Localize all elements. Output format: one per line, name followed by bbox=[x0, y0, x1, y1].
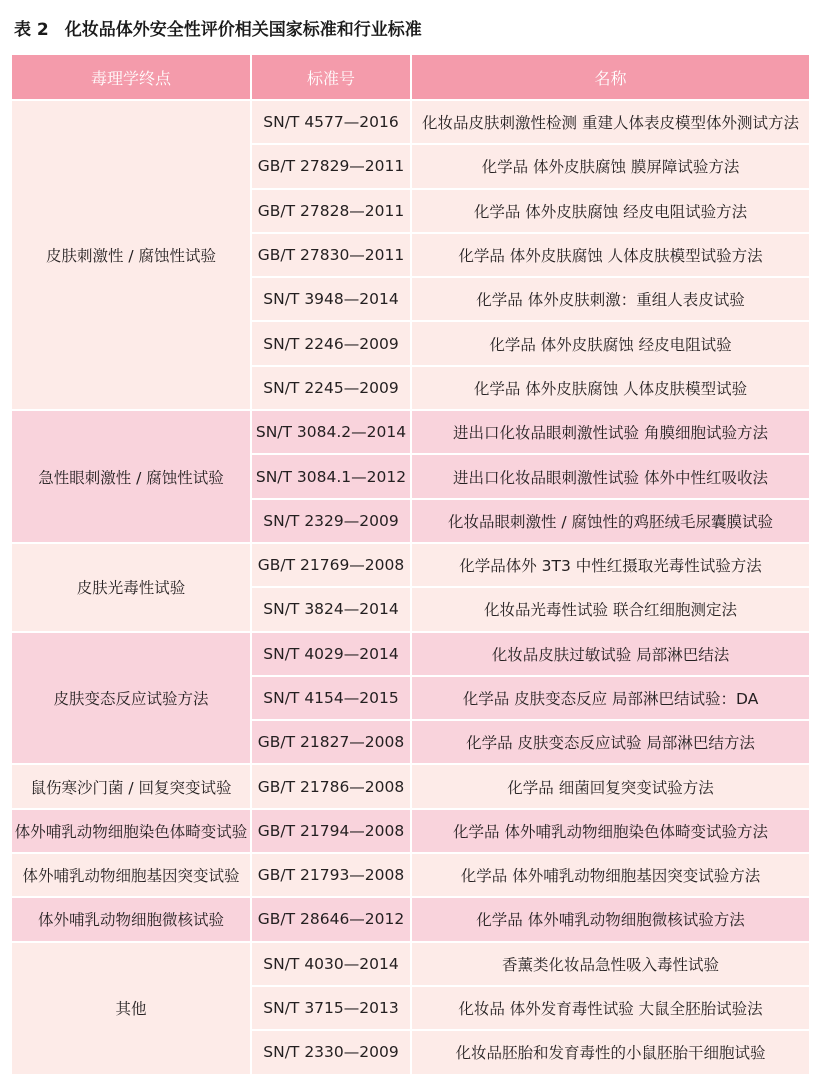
standard-code-cell: SN/T 3084.1—2012 bbox=[252, 455, 410, 497]
standard-code-cell: SN/T 2330—2009 bbox=[252, 1031, 410, 1073]
standard-code-cell: SN/T 3948—2014 bbox=[252, 278, 410, 320]
standard-code-cell: GB/T 21793—2008 bbox=[252, 854, 410, 896]
table-row bbox=[12, 544, 809, 586]
table-number: 表 2 bbox=[14, 19, 49, 40]
table-row bbox=[12, 411, 809, 453]
standard-code-cell: SN/T 2246—2009 bbox=[252, 322, 410, 364]
header-standard-code: 标准号 bbox=[252, 55, 410, 99]
standard-code-cell: GB/T 27829—2011 bbox=[252, 145, 410, 187]
table-row bbox=[12, 101, 809, 143]
endpoint-cell: 体外哺乳动物细胞基因突变试验 bbox=[12, 854, 250, 896]
table-row bbox=[12, 633, 809, 675]
endpoint-cell: 其他 bbox=[12, 943, 250, 1074]
standard-name-cell: 化学品 体外皮肤腐蚀 人体皮肤模型试验方法 bbox=[412, 234, 809, 276]
standard-code-cell: GB/T 27830—2011 bbox=[252, 234, 410, 276]
standard-name-cell: 化妆品眼刺激性 / 腐蚀性的鸡胚绒毛尿囊膜试验 bbox=[412, 500, 809, 542]
standard-name-cell: 化学品 皮肤变态反应试验 局部淋巴结方法 bbox=[412, 721, 809, 763]
standard-name-cell: 化妆品胚胎和发育毒性的小鼠胚胎干细胞试验 bbox=[412, 1031, 809, 1073]
standard-name-cell: 化学品体外 3T3 中性红摄取光毒性试验方法 bbox=[412, 544, 809, 586]
endpoint-cell: 鼠伤寒沙门菌 / 回复突变试验 bbox=[12, 765, 250, 807]
standards-table bbox=[10, 53, 811, 1076]
table-row bbox=[12, 854, 809, 896]
standard-name-cell: 化学品 细菌回复突变试验方法 bbox=[412, 765, 809, 807]
standard-code-cell: GB/T 21794—2008 bbox=[252, 810, 410, 852]
standard-name-cell: 化学品 体外皮肤刺激：重组人表皮试验 bbox=[412, 278, 809, 320]
standard-code-cell: SN/T 4154—2015 bbox=[252, 677, 410, 719]
standard-name-cell: 化学品 体外皮肤腐蚀 膜屏障试验方法 bbox=[412, 145, 809, 187]
standard-name-cell: 化妆品皮肤刺激性检测 重建人体表皮模型体外测试方法 bbox=[412, 101, 809, 143]
table-row bbox=[12, 943, 809, 985]
endpoint-cell: 急性眼刺激性 / 腐蚀性试验 bbox=[12, 411, 250, 542]
standard-name-cell: 化学品 皮肤变态反应 局部淋巴结试验：DA bbox=[412, 677, 809, 719]
header-endpoint: 毒理学终点 bbox=[12, 55, 250, 99]
table-body bbox=[12, 101, 809, 1074]
standard-code-cell: SN/T 4029—2014 bbox=[252, 633, 410, 675]
standard-name-cell: 化学品 体外皮肤腐蚀 人体皮肤模型试验 bbox=[412, 367, 809, 409]
standard-name-cell: 进出口化妆品眼刺激性试验 角膜细胞试验方法 bbox=[412, 411, 809, 453]
standard-name-cell: 化妆品皮肤过敏试验 局部淋巴结法 bbox=[412, 633, 809, 675]
endpoint-cell: 皮肤变态反应试验方法 bbox=[12, 633, 250, 764]
endpoint-cell: 体外哺乳动物细胞微核试验 bbox=[12, 898, 250, 940]
standard-code-cell: SN/T 4030—2014 bbox=[252, 943, 410, 985]
standard-code-cell: GB/T 21769—2008 bbox=[252, 544, 410, 586]
standard-code-cell: SN/T 2245—2009 bbox=[252, 367, 410, 409]
standard-name-cell: 化学品 体外皮肤腐蚀 经皮电阻试验方法 bbox=[412, 190, 809, 232]
standard-code-cell: SN/T 2329—2009 bbox=[252, 500, 410, 542]
standard-name-cell: 化学品 体外哺乳动物细胞染色体畸变试验方法 bbox=[412, 810, 809, 852]
standard-name-cell: 进出口化妆品眼刺激性试验 体外中性红吸收法 bbox=[412, 455, 809, 497]
header-standard-name: 名称 bbox=[412, 55, 809, 99]
standard-code-cell: SN/T 3715—2013 bbox=[252, 987, 410, 1029]
table-caption bbox=[14, 8, 422, 46]
standard-name-cell: 化学品 体外哺乳动物细胞基因突变试验方法 bbox=[412, 854, 809, 896]
standard-name-cell: 化妆品 体外发育毒性试验 大鼠全胚胎试验法 bbox=[412, 987, 809, 1029]
standard-name-cell: 化学品 体外皮肤腐蚀 经皮电阻试验 bbox=[412, 322, 809, 364]
standard-name-cell: 化妆品光毒性试验 联合红细胞测定法 bbox=[412, 588, 809, 630]
table-row bbox=[12, 898, 809, 940]
standard-name-cell: 香薰类化妆品急性吸入毒性试验 bbox=[412, 943, 809, 985]
standard-code-cell: GB/T 21786—2008 bbox=[252, 765, 410, 807]
endpoint-cell: 皮肤刺激性 / 腐蚀性试验 bbox=[12, 101, 250, 409]
table-row bbox=[12, 810, 809, 852]
standard-code-cell: SN/T 4577—2016 bbox=[252, 101, 410, 143]
endpoint-cell: 皮肤光毒性试验 bbox=[12, 544, 250, 631]
table-row bbox=[12, 765, 809, 807]
standard-code-cell: SN/T 3824—2014 bbox=[252, 588, 410, 630]
standard-name-cell: 化学品 体外哺乳动物细胞微核试验方法 bbox=[412, 898, 809, 940]
endpoint-cell: 体外哺乳动物细胞染色体畸变试验 bbox=[12, 810, 250, 852]
standard-code-cell: GB/T 21827—2008 bbox=[252, 721, 410, 763]
standard-code-cell: GB/T 27828—2011 bbox=[252, 190, 410, 232]
standard-code-cell: SN/T 3084.2—2014 bbox=[252, 411, 410, 453]
table-title: 化妆品体外安全性评价相关国家标准和行业标准 bbox=[64, 19, 422, 40]
header-row bbox=[12, 55, 809, 99]
standard-code-cell: GB/T 28646—2012 bbox=[252, 898, 410, 940]
